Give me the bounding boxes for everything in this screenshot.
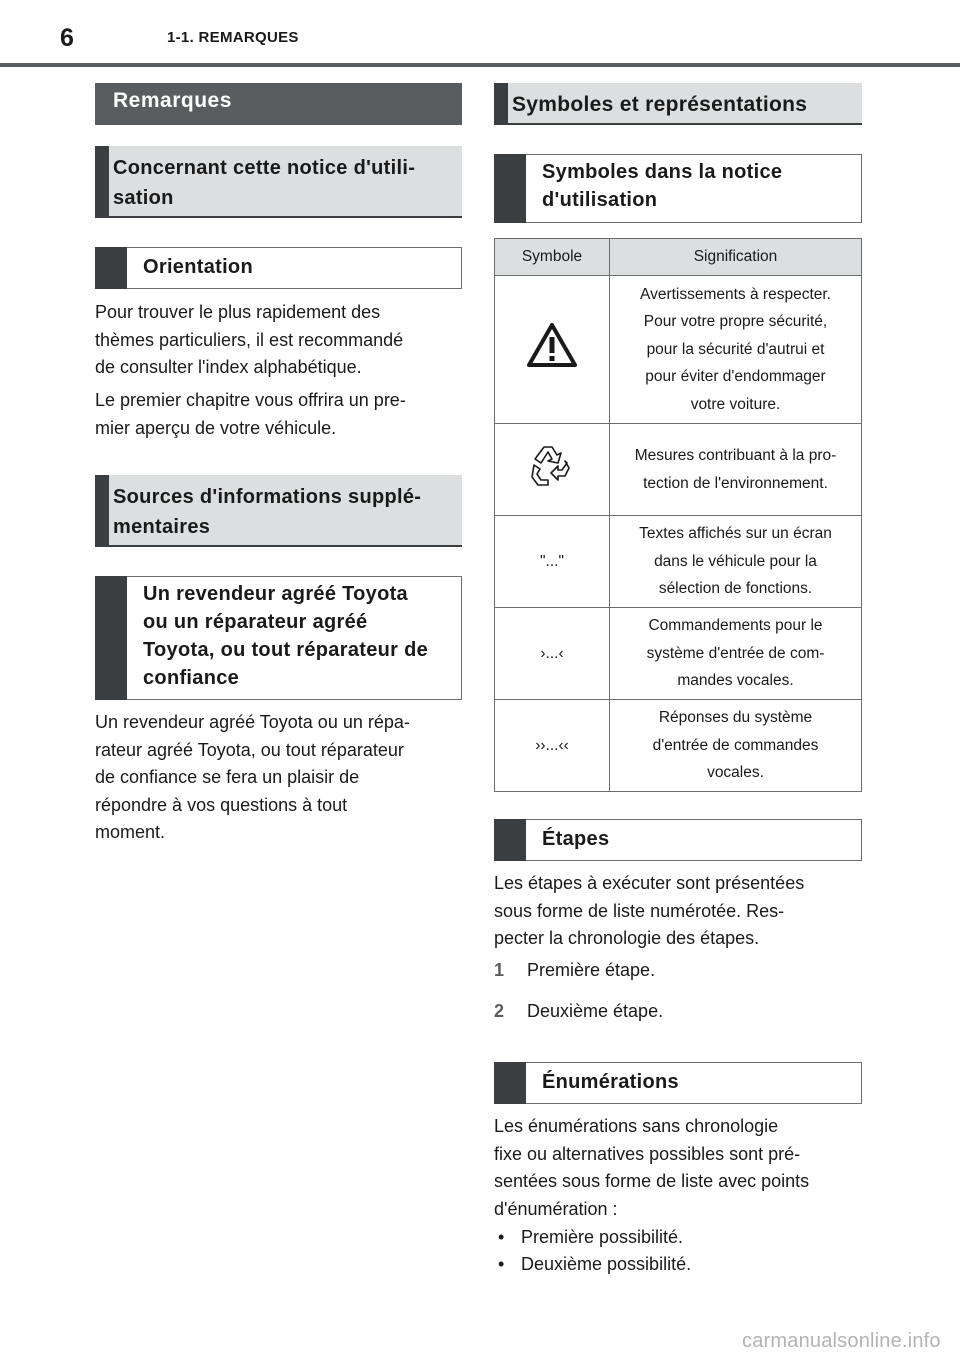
- text-line: Pour trouver le plus rapidement des: [95, 302, 381, 322]
- text-line: thèmes particuliers, il est recommandé: [95, 329, 404, 350]
- text-line: système d'entrée de com-: [646, 644, 825, 662]
- heading-line: Concernant cette notice d'utili-: [113, 157, 416, 179]
- text-line: répondre à vos questions à tout: [95, 794, 348, 815]
- bullet-marker: •: [498, 1254, 505, 1274]
- symbol-cell: [495, 276, 610, 424]
- meaning-cell: [610, 516, 862, 608]
- page-number: 6: [60, 24, 74, 52]
- heading-line: d'utilisation: [542, 189, 658, 211]
- text-line: Les étapes à exécuter sont présentées: [494, 873, 805, 893]
- heading-orientation: [95, 247, 462, 289]
- text-line: votre voiture.: [690, 395, 781, 413]
- heading-text: Étapes: [542, 828, 610, 850]
- subsection-heading-notice: [95, 146, 462, 218]
- step-number: 1: [494, 960, 505, 980]
- text-line: mier aperçu de votre véhicule.: [95, 417, 337, 438]
- text-line: Mesures contribuant à la pro-: [634, 447, 837, 464]
- text-line: moment.: [95, 822, 166, 842]
- meaning-cell: [610, 424, 862, 516]
- watermark: carmanualsonline.info: [742, 1330, 941, 1352]
- warning-triangle-icon: [526, 322, 578, 368]
- heading-line: Symboles dans la notice: [542, 161, 783, 183]
- symbol-cell: [495, 424, 610, 516]
- running-header: 1-1. REMARQUES: [167, 29, 299, 46]
- heading-line: ou un réparateur agréé: [143, 611, 368, 633]
- text-line: d'énumération :: [494, 1198, 618, 1219]
- text-line: sous forme de liste numérotée. Res-: [494, 900, 785, 921]
- bullet-text: Deuxième possibilité.: [521, 1254, 692, 1274]
- bullet-marker: •: [498, 1227, 505, 1247]
- text-line: vocales.: [707, 764, 764, 782]
- meaning-cell: [610, 700, 862, 792]
- table-header-row: [495, 239, 862, 276]
- text-line: tection de l'environnement.: [643, 474, 828, 492]
- column-header-meaning: Signification: [610, 239, 862, 276]
- meaning-cell: [610, 608, 862, 700]
- symbol-cell: ››...‹‹: [495, 700, 610, 792]
- header-rule: [0, 63, 960, 67]
- table-row: [495, 700, 862, 792]
- recycle-icon: [527, 441, 577, 489]
- heading-enumerations: [494, 1062, 862, 1104]
- text-line: Avertissements à respecter.: [640, 285, 831, 303]
- heading-symbols-in-manual: [494, 154, 862, 223]
- table-row: [495, 276, 862, 424]
- text-line: Commandements pour le: [648, 617, 823, 635]
- heading-line: mentaires: [113, 516, 211, 538]
- step-text: Deuxième étape.: [527, 1001, 664, 1021]
- dealer-paragraph: [95, 709, 470, 847]
- text-line: de confiance se fera un plaisir de: [95, 767, 360, 787]
- text-line: pour la sécurité d'autrui et: [646, 340, 825, 358]
- text-line: pecter la chronologie des étapes.: [494, 928, 760, 948]
- text-line: rateur agréé Toyota, ou tout réparateur: [95, 739, 404, 760]
- table-row: [495, 608, 862, 700]
- text-line: Un revendeur agréé Toyota ou un répa-: [95, 712, 410, 732]
- meaning-cell: [610, 276, 862, 424]
- text-line: sentées sous forme de liste avec points: [494, 1171, 810, 1191]
- heading-dealer: [95, 576, 462, 700]
- symbol-cell: "...": [495, 516, 610, 608]
- text-line: Le premier chapitre vous offrira un pre-: [95, 390, 406, 410]
- table-row: [495, 516, 862, 608]
- heading-line: Un revendeur agréé Toyota: [143, 583, 408, 605]
- text-line: fixe ou alternatives possibles sont pré-: [494, 1143, 801, 1164]
- section-band-remarques: [95, 83, 462, 125]
- text-line: pour éviter d'endommager: [645, 368, 826, 386]
- subsection-heading-sources: [95, 475, 462, 547]
- heading-text: Orientation: [143, 256, 253, 278]
- section-band-symboles: [494, 83, 862, 125]
- heading-text: Énumérations: [542, 1071, 679, 1093]
- text-line: Les énumérations sans chronologie: [494, 1116, 779, 1136]
- symbols-table: [494, 238, 862, 792]
- symbol-cell: ›...‹: [495, 608, 610, 700]
- text-line: dans le véhicule pour la: [654, 552, 817, 570]
- enumerations-paragraph: [494, 1113, 874, 1223]
- text-line: sélection de fonctions.: [658, 580, 813, 598]
- orientation-paragraph-2: [95, 387, 470, 442]
- heading-line: sation: [113, 187, 174, 209]
- column-header-symbol: Symbole: [495, 239, 610, 276]
- step-text: Première étape.: [527, 960, 656, 980]
- step-number: 2: [494, 1001, 505, 1021]
- heading-line: Sources d'informations supplé-: [113, 486, 422, 508]
- section-band-title: Symboles et représentations: [512, 93, 808, 116]
- heading-line: Toyota, ou tout réparateur de: [143, 639, 429, 661]
- text-line: de consulter l'index alphabétique.: [95, 357, 362, 377]
- text-line: mandes vocales.: [677, 672, 794, 690]
- text-line: Textes affichés sur un écran: [639, 525, 832, 543]
- orientation-paragraph-1: [95, 299, 470, 382]
- heading-etapes: [494, 819, 862, 861]
- steps-paragraph: [494, 870, 874, 953]
- section-band-title: Remarques: [113, 89, 232, 112]
- heading-line: confiance: [143, 667, 240, 689]
- text-line: d'entrée de commandes: [652, 736, 819, 754]
- table-row: [495, 424, 862, 516]
- bullet-text: Première possibilité.: [521, 1227, 684, 1247]
- text-line: Pour votre propre sécurité,: [643, 313, 828, 331]
- text-line: Réponses du système: [658, 709, 813, 727]
